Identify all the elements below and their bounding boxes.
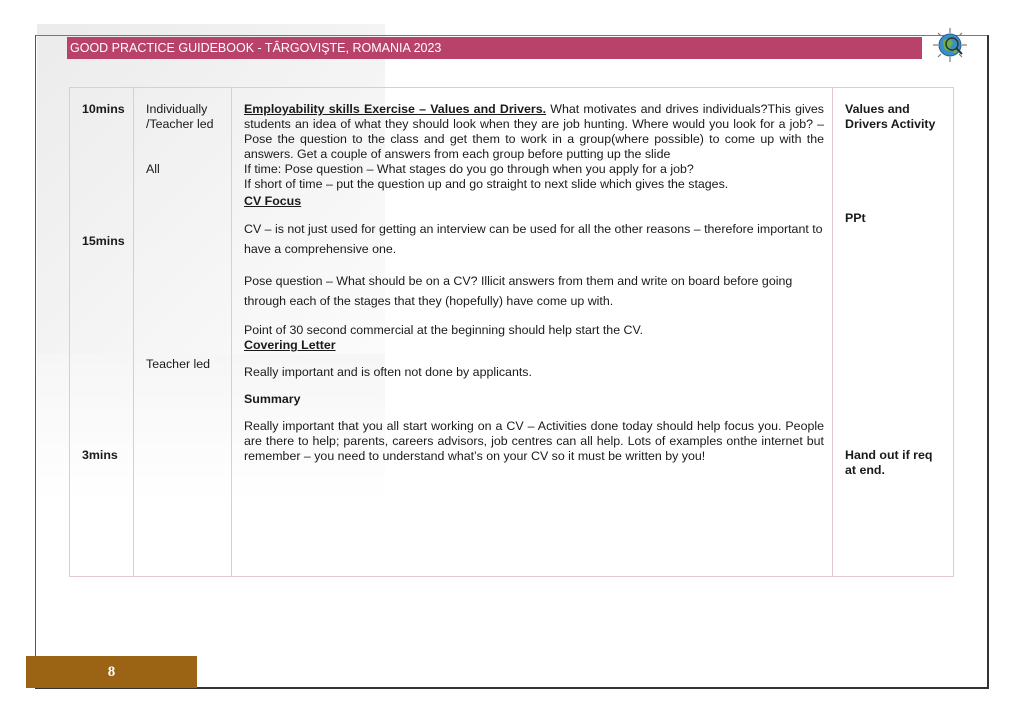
summary-text: Really important that you all start working on a CV – Activities done today should help focus you. People are there to help; parents, careers advisors, job centres can all help. Lots of examples onthe internet but remember – you need to understand what’s on your CV so it must be written by you! <box>244 419 824 463</box>
cv-focus-p3: Point of 30 second commercial at the beginning should help start the CV. <box>244 323 644 337</box>
time-10mins: 10mins <box>82 102 125 116</box>
cv-focus-p2: Pose question – What should be on a CV? Illicit answers from them and write on board before going through each of the stages that they (hopefully) have come up with. <box>244 274 793 308</box>
globe-logo-icon <box>932 27 968 63</box>
who-teacher-led: Teacher led <box>146 357 211 371</box>
header-title: GOOD PRACTICE GUIDEBOOK - TÂRGOVIŞTE, ROMANIA 2023 <box>67 37 922 59</box>
page-frame-left <box>35 35 36 687</box>
if-time-text: If time: Pose question – What stages do you go through when you apply for a job? <box>244 162 694 176</box>
values-drivers-paragraph <box>244 102 824 162</box>
who-all: All <box>146 162 160 176</box>
lesson-plan-table <box>69 87 954 577</box>
covering-letter-text: Really important and is often not done by applicants. <box>244 365 532 379</box>
page-frame-top <box>35 35 989 36</box>
who-column <box>134 88 232 577</box>
time-15mins: 15mins <box>82 234 125 248</box>
resource-values-drivers: Values and Drivers Activity <box>845 102 936 131</box>
if-short-text: If short of time – put the question up and go straight to next slide which gives the stages. <box>244 177 729 191</box>
values-drivers-title: Employability skills Exercise – Values and Drivers. <box>244 102 547 116</box>
values-drivers-text: What motivates and drives individuals?This gives students an idea of what they should look when they are job hunting. Where would you look for a job? – Pose the question to the class and get them to work in a group(where possible) to come up with the answers. Get a couple of answers from each group before putting up the slide <box>244 102 824 161</box>
cv-focus-title: CV Focus <box>244 194 302 208</box>
resource-ppt: PPt <box>845 211 866 225</box>
page-frame-right <box>987 35 989 687</box>
time-3mins: 3mins <box>82 448 118 462</box>
resource-hand-out: Hand out if req at end. <box>845 448 933 477</box>
activity-column <box>232 88 833 577</box>
covering-letter-title: Covering Letter <box>244 338 336 352</box>
table-row <box>70 88 954 577</box>
summary-title: Summary <box>244 392 301 406</box>
resources-column <box>833 88 954 577</box>
who-individually-teacher-led: Individually /Teacher led <box>146 102 214 131</box>
page-number: 8 <box>26 656 197 688</box>
time-column <box>70 88 134 577</box>
cv-focus-p1: CV – is not just used for getting an interview can be used for all the other reasons – therefore important to have a comprehensive one. <box>244 222 823 256</box>
